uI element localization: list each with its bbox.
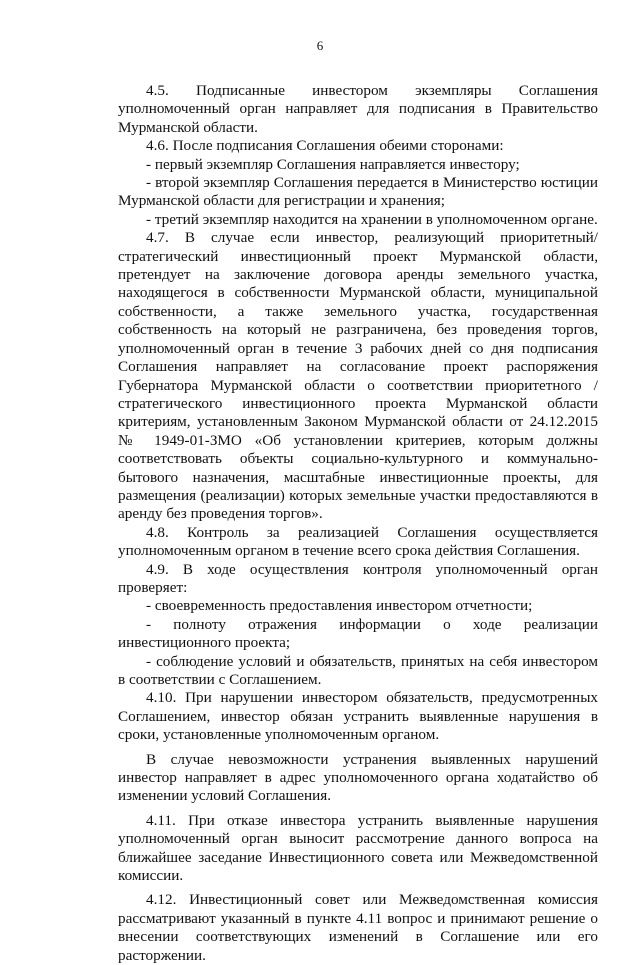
paragraph-4-8: 4.8. Контроль за реализацией Соглашения осуществляется уполномоченным органом в течение всего срока действия Соглашения. xyxy=(118,523,598,560)
paragraph-4-7: 4.7. В случае если инвестор, реализующий приоритетный/ стратегический инвестиционный проект Мурманской области, претендует на заключение договора аренды земельного участка, находящегося в собственности Мурманской области, муниципальной собственности, а также земельного участка, государственная собственность на который не разграничена, без проведения торгов, уполномоченный орган в течение 3 рабочих дней со дня подписания Соглашения направляет на согласование проект распоряжения Губернатора Мурманской области о соответствии приоритетного / стратегического инвестиционного проекта Мурманской области критериям, установленным Законом Мурманской области от 24.12.2015 № 1949-01-ЗМО «Об установлении критериев, которым должны соответствовать объекты социально-культурного и коммунально-бытового назначения, масштабные инвестиционные проекты, для размещения (реализации) которых земельные участки предоставляются в аренду без проведения торгов». xyxy=(118,229,598,523)
list-item-third-copy: - третий экземпляр находится на хранении в уполномоченном органе. xyxy=(146,210,598,228)
document-body xyxy=(118,82,598,965)
paragraph-4-11: 4.11. При отказе инвестора устранить выявленные нарушения уполномоченный орган выносит рассмотрение данного вопроса на ближайшее заседание Инвестиционного совета или Межведомственной комиссии. xyxy=(118,811,598,885)
paragraph-4-12: 4.12. Инвестиционный совет или Межведомственная комиссия рассматривают указанный в пункте 4.11 вопрос и принимают решение о внесении соответствующих изменений в Соглашение или его расторжении. xyxy=(118,891,598,964)
list-item-second-copy: - второй экземпляр Соглашения передается в Министерство юстиции Мурманской области для регистрации и хранения; xyxy=(118,174,598,210)
paragraph-4-9: 4.9. В ходе осуществления контроля уполномоченный орган проверяет: xyxy=(118,560,598,596)
list-item-completeness: - полноту отражения информации о ходе реализации инвестиционного проекта; xyxy=(118,615,598,652)
paragraph-4-5: 4.5. Подписанные инвестором экземпляры Соглашения уполномоченный орган направляет для подписания в Правительство Мурманской области. xyxy=(118,82,598,136)
paragraph-4-6: 4.6. После подписания Соглашения обеими сторонами: xyxy=(146,137,504,155)
page-number: 6 xyxy=(316,38,324,53)
list-item-compliance: - соблюдение условий и обязательств, принятых на себя инвестором в соответствии с Соглашением. xyxy=(118,652,598,688)
list-item-first-copy: - первый экземпляр Соглашения направляется инвестору; xyxy=(146,155,520,173)
paragraph-4-10: 4.10. При нарушении инвестором обязательств, предусмотренных Соглашением, инвестор обязан устранить выявленные нарушения в сроки, установленные уполномоченным органом. xyxy=(118,689,598,744)
paragraph-4-10-cont: В случае невозможности устранения выявленных нарушений инвестор направляет в адрес уполномоченного органа ходатайство об изменении условий Соглашения. xyxy=(118,750,598,805)
list-item-timeliness: - своевременность предоставления инвестором отчетности; xyxy=(146,597,533,615)
